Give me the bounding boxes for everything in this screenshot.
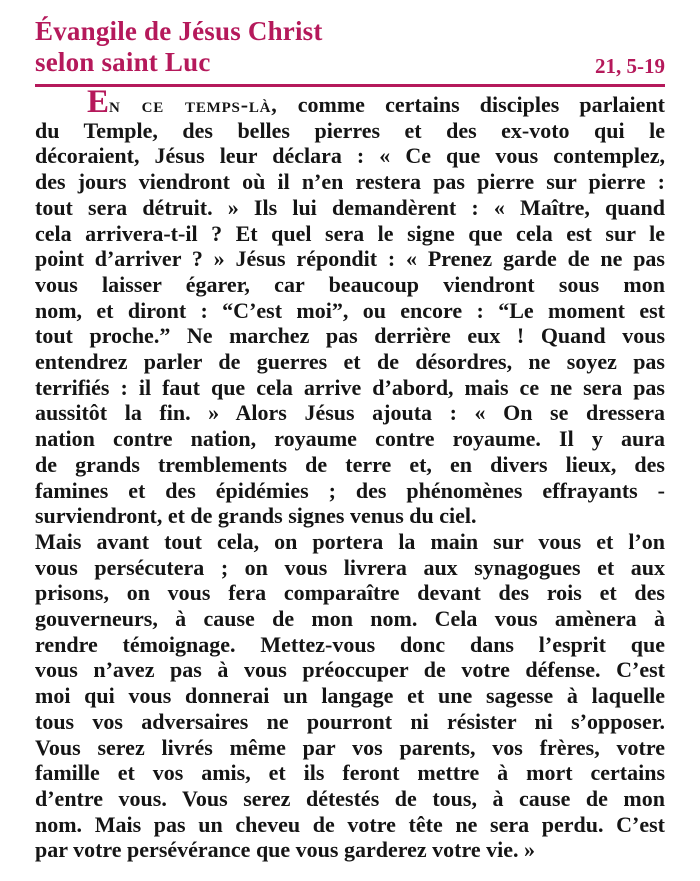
text-line: du Temple, des belles pierres et des ex-voto qui le (35, 117, 665, 143)
gospel-title-line1: Évangile de Jésus Christ (35, 16, 323, 46)
text-line: moi qui vous donnerai un langage et une sagesse à laquelle (35, 683, 665, 709)
text-line (35, 84, 665, 120)
text-line: vous n’avez pas à vous préoccuper de votre défense. C’est (35, 657, 665, 683)
text-line: aussitôt la fin. » Alors Jésus ajouta : « On se dressera (35, 400, 665, 426)
text-line: entendrez parler de guerres et de désordres, ne soyez pas (35, 349, 665, 375)
text-line: nation contre nation, royaume contre royaume. Il y aura (35, 426, 665, 452)
text-line: décoraient, Jésus leur déclara : « Ce que vous contemplez, (35, 143, 665, 169)
text-line: cela arrivera-t-il ? Et quel sera le signe que cela est sur le (35, 220, 665, 246)
header (35, 16, 665, 84)
text-line: nom, et diront : “C’est moi”, ou encore : “Le moment est (35, 297, 665, 323)
text-line: terrifiés : il faut que cela arrive d’abord, mais ce ne sera pas (35, 374, 665, 400)
incipit-smallcaps: n ce temps-là, (109, 92, 278, 117)
text-line: rendre témoignage. Mettez-vous donc dans l’esprit que (35, 631, 665, 657)
text-line: tout sera détruit. » Ils lui demandèrent : « Maître, quand (35, 194, 665, 220)
text-line: des jours viendront où il n’en restera pas pierre sur pierre : (35, 169, 665, 195)
text-line: gouverneurs, à cause de mon nom. Cela vous amènera à (35, 606, 665, 632)
text-line: Mais avant tout cela, on portera la main sur vous et l’on (35, 528, 665, 554)
text-line: famille et vos amis, et ils feront mettre à mort certains (35, 760, 665, 786)
incipit-rest: comme certains disciples parlaient (277, 92, 665, 117)
text-line: d’entre vous. Vous serez détestés de tous, à cause de mon (35, 785, 665, 811)
text-line: tout proche.” Ne marchez pas derrière eux ! Quand vous (35, 323, 665, 349)
text-line: surviendront, et de grands signes venus du ciel. (35, 503, 477, 529)
text-line: de grands tremblements de terre et, en divers lieux, des (35, 451, 665, 477)
gospel-title (35, 16, 323, 78)
text-line: par votre persévérance que vous garderez votre vie. » (35, 837, 535, 863)
verse-reference: 21, 5-19 (595, 54, 665, 78)
text-line: point d’arriver ? » Jésus répondit : « Prenez garde de ne pas (35, 246, 665, 272)
text-line: nom. Mais pas un cheveu de votre tête ne sera perdu. C’est (35, 811, 665, 837)
text-line: vous laisser égarer, car beaucoup viendront sous mon (35, 271, 665, 297)
text-line: tous vos adversaires ne pourront ni résister ni s’opposer. (35, 708, 665, 734)
text-line: famines et des épidémies ; des phénomènes effrayants - (35, 477, 665, 503)
text-line: prisons, on vous fera comparaître devant des rois et des (35, 580, 665, 606)
text-line: Vous serez livrés même par vos parents, vos frères, votre (35, 734, 665, 760)
drop-cap-initial: E (87, 84, 110, 120)
header-rule-divider (35, 84, 665, 87)
text-line: vous persécutera ; on vous livrera aux synagogues et aux (35, 554, 665, 580)
gospel-body-text (35, 84, 665, 863)
gospel-title-line2: selon saint Luc (35, 47, 211, 77)
